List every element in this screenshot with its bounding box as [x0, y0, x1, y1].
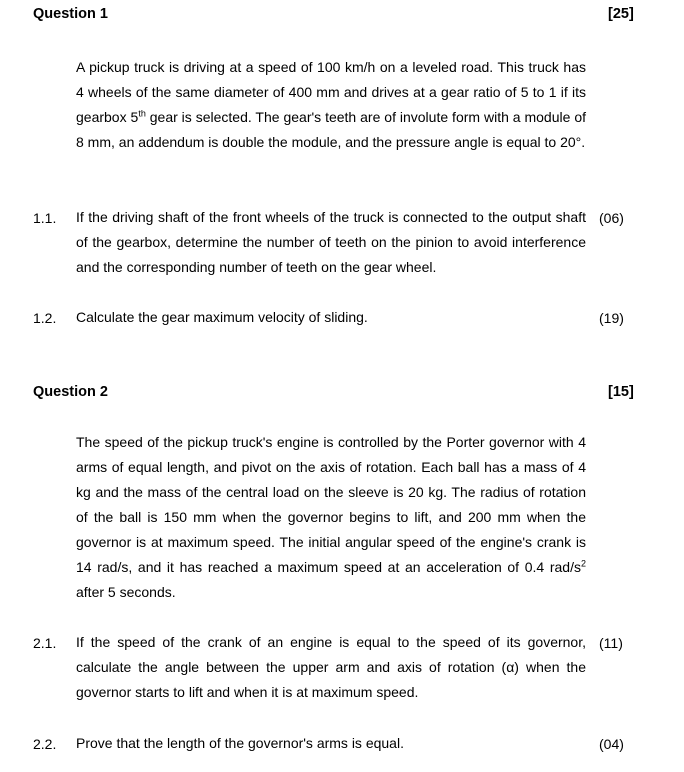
- item-1-1-number: 1.1.: [33, 210, 57, 226]
- item-1-2-text: Calculate the gear maximum velocity of sliding.: [76, 309, 368, 325]
- question-2-title: Question 2: [33, 384, 108, 400]
- item-2-2-text: Prove that the length of the governor's arms is equal.: [76, 735, 404, 751]
- item-1-1-marks: (06): [599, 210, 624, 226]
- question-2-intro-text-a: The speed of the pickup truck's engine is controlled by the Porter governor with 4 arms of equal length, and pivot on the axis of rotation. Each ball has a mass of 4 kg and the mass of the central load on the sleeve is 20 kg. The radius of rotation of the ball is 150 mm when the governor begins to lift, and 200 mm when the governor is at maximum speed. The initial angular speed of the engine's crank is 14 rad/s, and it has reached a maximum speed at an acceleration of 0.4 rad/s: [76, 434, 586, 575]
- item-2-2-number: 2.2.: [33, 736, 57, 752]
- item-2-1-text: If the speed of the crank of an engine is equal to the speed of its governor, calculate the angle between the upper arm and axis of rotation (α) when the governor starts to lift and when it is at maximum speed.: [76, 634, 586, 700]
- question-1-intro-superscript: th: [138, 108, 146, 119]
- item-1-2-marks: (19): [599, 310, 624, 326]
- question-1-intro: [76, 55, 586, 155]
- question-1-title: Question 1: [33, 6, 108, 22]
- question-2-total-marks: [15]: [608, 384, 634, 400]
- question-2-intro-text-b: after 5 seconds.: [76, 584, 176, 600]
- question-2-intro: [76, 430, 586, 605]
- question-2-intro-superscript: 2: [580, 558, 586, 569]
- item-2-2-marks: (04): [599, 736, 624, 752]
- item-1-1-text: If the driving shaft of the front wheels of the truck is connected to the output shaft of the gearbox, determine the number of teeth on the pinion to avoid interference and the corresponding number of teeth on the gear wheel.: [76, 209, 586, 275]
- item-2-1-number: 2.1.: [33, 635, 57, 651]
- item-1-2-number: 1.2.: [33, 310, 57, 326]
- item-2-1-marks: (11): [599, 635, 623, 651]
- question-1-intro-text-a: A pickup truck is driving at a speed of 100 km/h on a leveled road. This truck has 4 wheels of the same diameter of 400 mm and drives at a gear ratio of 5 to 1 if its gearbox 5: [76, 59, 586, 125]
- question-1-intro-text-b: gear is selected. The gear's teeth are of involute form with a module of 8 mm, an addendum is double the module, and the pressure angle is equal to 20°.: [76, 109, 586, 150]
- question-1-total-marks: [25]: [608, 6, 634, 22]
